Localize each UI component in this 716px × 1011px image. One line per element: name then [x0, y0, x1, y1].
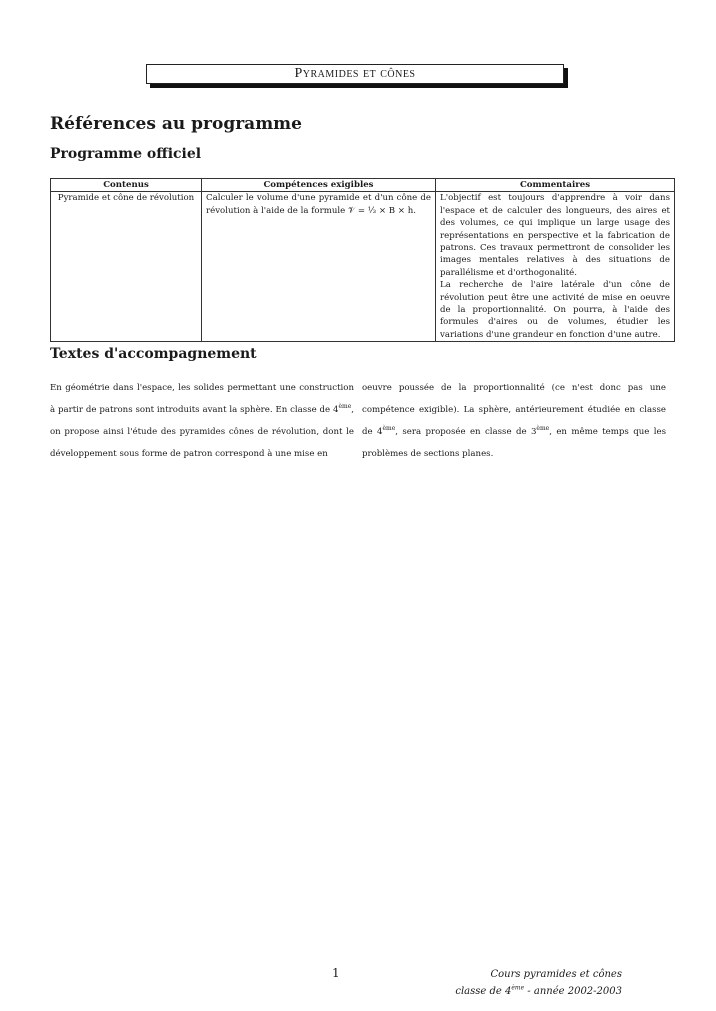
- column-header-contenus: Contenus: [51, 179, 202, 192]
- footer-class-part-1: classe de 4: [455, 986, 512, 997]
- footer-class-sup: ème: [511, 984, 525, 992]
- accompanying-text: [50, 377, 666, 465]
- commentaires-paragraph-2: La recherche de l'aire latérale d'un cône de révolution peut être une activité de mise en oeuvre de la proportionnalité. On pourra, à l'aide des formules d'aires ou de volumes, étudier les variations d'une grandeur en fonction d'une autre.: [440, 280, 670, 340]
- footer-course-title: Cours pyramides et cônes: [490, 969, 622, 980]
- column-header-competences: Compétences exigibles: [202, 179, 436, 192]
- text-column-right: [362, 377, 666, 465]
- page-title: Pyramides et cônes: [146, 64, 564, 84]
- commentaires-paragraph-1: L'objectif est toujours d'apprendre à voir dans l'espace et de calculer des longueurs, des aires et des volumes, ce qui implique un large usage des représentations en perspective et la fabrication de patrons. Ces travaux permettront de consolider les images mentales relatives à des situations de parallélisme et d'orthogonalité.: [440, 193, 670, 278]
- text-right-sup-1: ème: [382, 425, 396, 433]
- text-right-part-3: , en même temps que les problèmes de sections planes.: [362, 427, 666, 459]
- heading-textes-accompagnement: Textes d'accompagnement: [50, 346, 257, 362]
- heading-references: Références au programme: [50, 114, 302, 134]
- text-column-left: [50, 377, 354, 465]
- cell-competences: Calculer le volume d'une pyramide et d'un cône de révolution à l'aide de la formule 𝒱 = ⅓ × B × h.: [202, 192, 436, 342]
- text-right-part-1: oeuvre poussée de la proportionnalité (ce n'est donc pas une compétence exigible). La sphère, antérieurement étudiée en classe de 4: [362, 383, 666, 437]
- heading-programme-officiel: Programme officiel: [50, 146, 202, 162]
- table-header-row: [51, 179, 675, 192]
- text-right-sup-2: ème: [536, 425, 550, 433]
- text-left-part-1: En géométrie dans l'espace, les solides permettant une construction à partir de patrons sont introduits avant la sphère. En classe de 4: [50, 383, 354, 415]
- text-left-part-2: , on propose ainsi l'étude des pyramides cônes de révolution, dont le développement sous forme de patron correspond à une mise en: [50, 405, 354, 459]
- footer-class-year: [455, 983, 622, 1000]
- text-left-sup: ème: [338, 403, 352, 411]
- text-right-part-2: , sera proposée en classe de 3: [395, 427, 537, 437]
- table-row: [51, 192, 675, 342]
- footer-class-part-2: - année 2002-2003: [524, 986, 622, 997]
- page-number: 1: [332, 966, 340, 980]
- footer: [455, 966, 622, 1000]
- cell-commentaires: [436, 192, 675, 342]
- programme-table: [50, 178, 675, 342]
- cell-contenus: Pyramide et cône de révolution: [51, 192, 202, 342]
- column-header-commentaires: Commentaires: [436, 179, 675, 192]
